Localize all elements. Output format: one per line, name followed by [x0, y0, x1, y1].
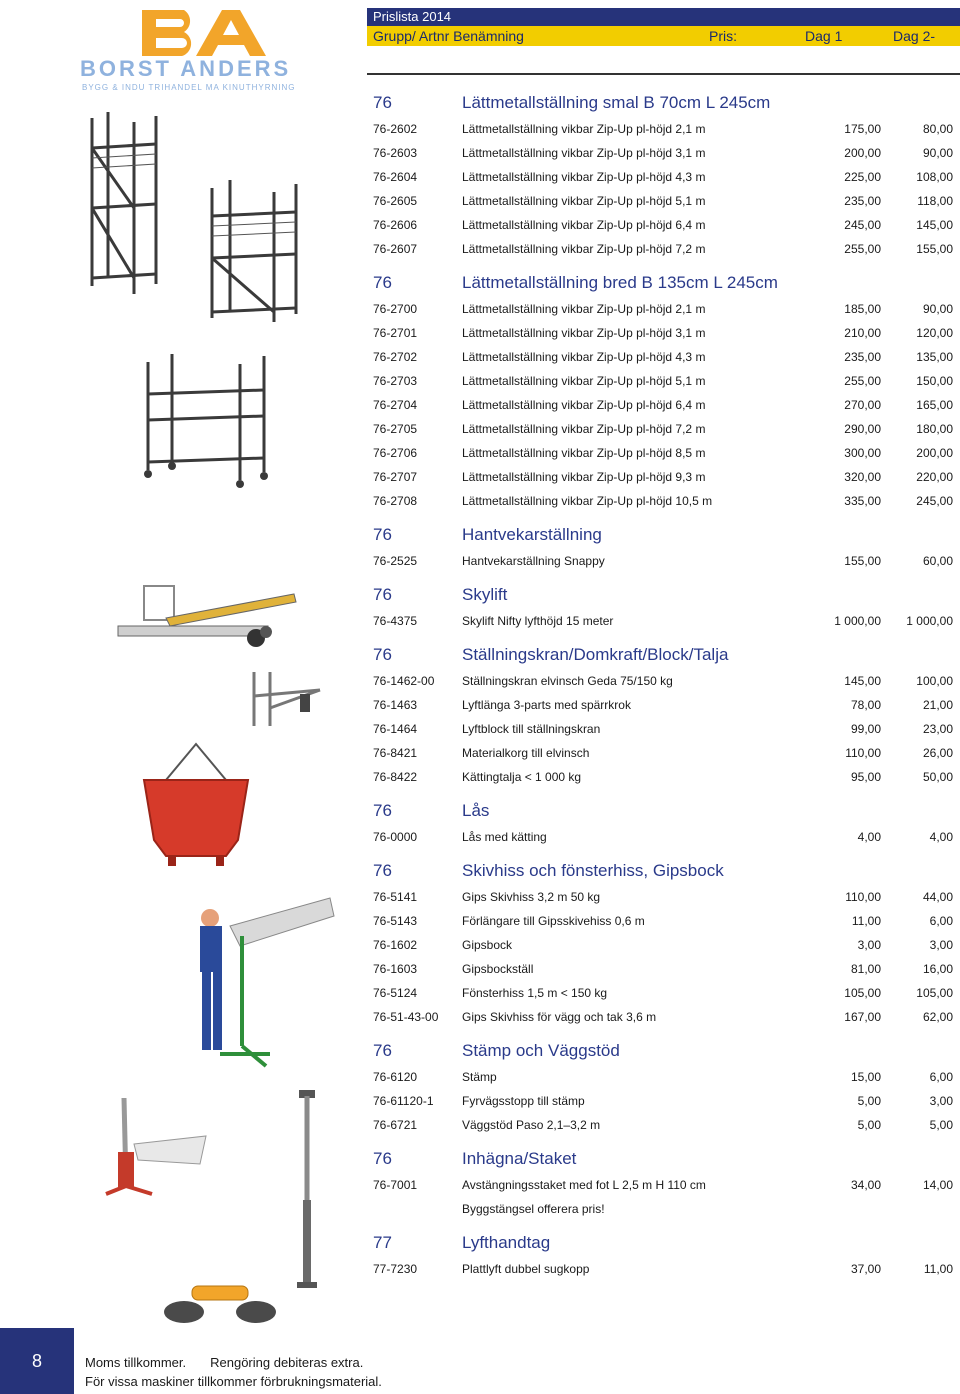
article-number: 76-2705	[373, 422, 418, 436]
price-day1: 110,00	[845, 890, 881, 904]
price-row	[373, 549, 953, 573]
price-row	[373, 609, 953, 633]
article-description: Fönsterhiss 1,5 m < 150 kg	[462, 986, 608, 1000]
article-description: Lättmetallställning vikbar Zip-Up pl-höjd 3,1 m	[462, 326, 706, 340]
category-header	[373, 1231, 953, 1255]
price-day1: 81,00	[850, 962, 881, 976]
article-description: Gips Skivhiss för vägg och tak 3,6 m	[462, 1010, 657, 1024]
article-description: Hantvekarställning Snappy	[462, 554, 605, 568]
category-header	[373, 91, 953, 115]
category-title: Lättmetallställning bred B 135cm L 245cm	[462, 273, 778, 292]
price-list	[373, 91, 953, 1281]
price-day1: 245,00	[844, 218, 881, 232]
article-description: Lättmetallställning vikbar Zip-Up pl-höjd 8,5 m	[462, 446, 706, 460]
price-row	[373, 321, 953, 345]
company-logo	[72, 4, 322, 94]
article-description: Lättmetallställning vikbar Zip-Up pl-höjd 5,1 m	[462, 194, 706, 208]
article-number: 76-2604	[373, 170, 418, 184]
price-row	[373, 141, 953, 165]
article-description: Lättmetallställning vikbar Zip-Up pl-höjd 7,2 m	[462, 422, 706, 436]
article-description: Gips Skivhiss 3,2 m 50 kg	[462, 890, 601, 904]
price-day2: 90,00	[922, 146, 953, 160]
article-description: Lättmetallställning vikbar Zip-Up pl-höjd 2,1 m	[462, 122, 706, 136]
price-day2: 180,00	[916, 422, 953, 436]
price-day1: 145,00	[844, 674, 881, 688]
footer-vat-note: Moms tillkommer.	[85, 1355, 187, 1370]
window-lift-image	[100, 1094, 210, 1204]
price-row	[373, 345, 953, 369]
price-day1: 5,00	[857, 1118, 881, 1132]
article-number: 76-2708	[373, 494, 418, 508]
category-number: 76	[373, 93, 392, 112]
article-number: 76-2603	[373, 146, 418, 160]
article-description: Lyftlänga 3-parts med spärrkrok	[462, 698, 631, 712]
article-description: Lättmetallställning vikbar Zip-Up pl-höjd 5,1 m	[462, 374, 706, 388]
article-description: Plattlyft dubbel sugkopp	[462, 1262, 590, 1276]
suction-lifter-image	[158, 1282, 282, 1330]
article-number: 76-2607	[373, 242, 418, 256]
price-row	[373, 417, 953, 441]
category-number: 76	[373, 861, 392, 880]
price-day2: 14,00	[922, 1178, 953, 1192]
category-number: 76	[373, 1041, 392, 1060]
price-day1: 34,00	[850, 1178, 881, 1192]
price-row	[373, 717, 953, 741]
column-header-description: Grupp/ Artnr Benämning	[373, 28, 524, 44]
category-header	[373, 523, 953, 547]
article-number: 76-2606	[373, 218, 418, 232]
category-header	[373, 643, 953, 667]
article-number: 76-51-43-00	[373, 1010, 439, 1024]
article-description: Avstängningsstaket med fot L 2,5 m H 110 cm	[462, 1178, 706, 1192]
price-day1	[791, 1197, 881, 1221]
category-title: Hantvekarställning	[462, 525, 602, 544]
article-description: Lättmetallställning vikbar Zip-Up pl-höjd 9,3 m	[462, 470, 706, 484]
price-day1: 37,00	[850, 1262, 881, 1276]
price-day1: 78,00	[850, 698, 881, 712]
price-day2: 1 000,00	[906, 614, 953, 628]
article-number: 76-2703	[373, 374, 418, 388]
category-header	[373, 799, 953, 823]
price-day1: 225,00	[844, 170, 881, 184]
price-day2: 150,00	[916, 374, 953, 388]
article-description: Lättmetallställning vikbar Zip-Up pl-höjd 3,1 m	[462, 146, 706, 160]
category-number: 76	[373, 585, 392, 604]
scaffold-crane-image	[244, 668, 330, 730]
price-day1: 1 000,00	[834, 614, 881, 628]
price-day1: 255,00	[844, 242, 881, 256]
column-header-day2: Dag 2-	[893, 28, 936, 44]
article-number: 76-6120	[373, 1070, 418, 1084]
price-row	[373, 741, 953, 765]
article-number: 76-2707	[373, 470, 418, 484]
article-description: Fyrvägsstopp till stämp	[462, 1094, 585, 1108]
price-day2: 60,00	[922, 554, 953, 568]
article-number: 76-8422	[373, 770, 418, 784]
category-number: 76	[373, 273, 392, 292]
logo-mark	[72, 4, 322, 60]
category-number: 76	[373, 801, 392, 820]
price-day1: 210,00	[844, 326, 881, 340]
article-number: 76-5124	[373, 986, 418, 1000]
narrow-scaffold-image	[84, 108, 314, 330]
price-row	[373, 1257, 953, 1281]
article-description: Lättmetallställning vikbar Zip-Up pl-höjd 4,3 m	[462, 170, 706, 184]
article-number: 76-4375	[373, 614, 418, 628]
article-description: Ställningskran elvinsch Geda 75/150 kg	[462, 674, 673, 688]
article-description: Lättmetallställning vikbar Zip-Up pl-höjd 6,4 m	[462, 218, 706, 232]
price-day2: 105,00	[916, 986, 953, 1000]
price-day2: 3,00	[929, 1094, 953, 1108]
price-day2: 3,00	[929, 938, 953, 952]
column-header-bar	[367, 26, 960, 46]
article-number: 76-6721	[373, 1118, 418, 1132]
price-row	[373, 1173, 953, 1197]
price-row	[373, 981, 953, 1005]
price-day2: 120,00	[916, 326, 953, 340]
category-title: Lättmetallställning smal B 70cm L 245cm	[462, 93, 771, 112]
article-description: Lättmetallställning vikbar Zip-Up pl-höjd 7,2 m	[462, 242, 706, 256]
prop-stamp-image	[292, 1090, 322, 1290]
price-row	[373, 693, 953, 717]
price-day2: 220,00	[916, 470, 953, 484]
article-description: Förlängare till Gipsskivehiss 0,6 m	[462, 914, 645, 928]
article-number: 76-7001	[373, 1178, 418, 1192]
price-day1: 11,00	[851, 914, 881, 928]
price-row	[373, 393, 953, 417]
category-number: 77	[373, 1233, 392, 1252]
article-description: Lås med kätting	[462, 830, 547, 844]
article-number: 76-2704	[373, 398, 418, 412]
article-number: 76-2700	[373, 302, 418, 316]
price-day2: 108,00	[916, 170, 953, 184]
price-day2: 5,00	[929, 1118, 953, 1132]
pricelist-title: Prislista 2014	[373, 9, 452, 24]
price-day1: 105,00	[844, 986, 881, 1000]
price-row	[373, 369, 953, 393]
price-day2: 44,00	[922, 890, 953, 904]
price-day1: 255,00	[844, 374, 881, 388]
article-number: 76-5143	[373, 914, 418, 928]
logo-tagline: BYGG & INDU TRIHANDEL MA KINUTHYRNING	[82, 83, 296, 92]
price-row	[373, 909, 953, 933]
category-header	[373, 859, 953, 883]
price-day2: 155,00	[916, 242, 953, 256]
article-number: 76-2602	[373, 122, 418, 136]
skylift-image	[106, 580, 306, 652]
price-day1: 185,00	[844, 302, 881, 316]
price-row	[373, 1005, 953, 1029]
price-day1: 300,00	[844, 446, 881, 460]
price-day2: 118,00	[917, 194, 953, 208]
price-row	[373, 1089, 953, 1113]
price-row	[373, 237, 953, 261]
price-row	[373, 1197, 953, 1221]
price-day2	[881, 1197, 953, 1221]
article-description: Byggstängsel offerera pris!	[462, 1202, 605, 1216]
article-number: 76-2525	[373, 554, 418, 568]
price-day1: 5,00	[857, 1094, 881, 1108]
article-description: Kättingtalja < 1 000 kg	[462, 770, 582, 784]
pricelist-title-bar	[367, 8, 960, 26]
article-description: Gipsbock	[462, 938, 513, 952]
price-day1: 320,00	[844, 470, 881, 484]
price-row	[373, 213, 953, 237]
price-day2: 62,00	[922, 1010, 953, 1024]
price-day2: 23,00	[922, 722, 953, 736]
article-number: 76-1463	[373, 698, 418, 712]
article-number: 77-7230	[373, 1262, 418, 1276]
price-day2: 6,00	[929, 1070, 953, 1084]
category-header	[373, 1147, 953, 1171]
price-day1: 200,00	[844, 146, 881, 160]
price-day2: 26,00	[922, 746, 953, 760]
price-row	[373, 441, 953, 465]
page-number: 8	[0, 1328, 74, 1394]
category-title: Ställningskran/Domkraft/Block/Talja	[462, 645, 729, 664]
category-number: 76	[373, 645, 392, 664]
article-number: 76-1464	[373, 722, 418, 736]
article-number: 76-0000	[373, 830, 418, 844]
article-number: 76-8421	[373, 746, 418, 760]
price-row	[373, 165, 953, 189]
article-description: Lättmetallställning vikbar Zip-Up pl-höjd 4,3 m	[462, 350, 706, 364]
price-row	[373, 117, 953, 141]
material-basket-image	[136, 740, 256, 875]
price-day1: 235,00	[844, 350, 881, 364]
price-day2: 16,00	[922, 962, 953, 976]
price-day1: 15,00	[850, 1070, 881, 1084]
price-day2: 165,00	[916, 398, 953, 412]
price-day2: 245,00	[916, 494, 953, 508]
category-title: Inhägna/Staket	[462, 1149, 577, 1168]
article-number: 76-2702	[373, 350, 418, 364]
drywall-lift-image	[170, 896, 335, 1076]
price-row	[373, 297, 953, 321]
price-day2: 80,00	[922, 122, 953, 136]
article-number: 76-61120-1	[373, 1094, 434, 1108]
category-title: Skylift	[462, 585, 508, 604]
price-day1: 3,00	[857, 938, 881, 952]
price-row	[373, 825, 953, 849]
price-row	[373, 933, 953, 957]
price-day1: 235,00	[844, 194, 881, 208]
article-number: 76-2706	[373, 446, 418, 460]
category-number: 76	[373, 525, 392, 544]
price-day1: 290,00	[844, 422, 881, 436]
price-day1: 270,00	[844, 398, 881, 412]
price-day1: 167,00	[844, 1010, 881, 1024]
price-day2: 100,00	[916, 674, 953, 688]
category-header	[373, 271, 953, 295]
price-day2: 200,00	[916, 446, 953, 460]
price-day1: 335,00	[844, 494, 881, 508]
article-description: Skylift Nifty lyfthöjd 15 meter	[462, 614, 614, 628]
price-row	[373, 1113, 953, 1137]
footer-cleaning-note: Rengöring debiteras extra.	[210, 1355, 364, 1370]
article-description: Lyftblock till ställningskran	[462, 722, 601, 736]
price-day1: 95,00	[850, 770, 881, 784]
price-row	[373, 885, 953, 909]
price-day2: 145,00	[916, 218, 953, 232]
article-number: 76-2605	[373, 194, 418, 208]
price-day2: 6,00	[929, 914, 953, 928]
article-number: 76-1603	[373, 962, 418, 976]
article-description: Lättmetallställning vikbar Zip-Up pl-höjd 2,1 m	[462, 302, 706, 316]
price-day1: 110,00	[845, 746, 881, 760]
category-header	[373, 1039, 953, 1063]
price-row	[373, 189, 953, 213]
category-title: Stämp och Väggstöd	[462, 1041, 620, 1060]
article-description: Lättmetallställning vikbar Zip-Up pl-höjd 6,4 m	[462, 398, 706, 412]
article-description: Stämp	[462, 1070, 497, 1084]
price-row	[373, 489, 953, 513]
category-title: Lyfthandtag	[462, 1233, 551, 1252]
article-number: 76-2701	[373, 326, 418, 340]
wide-scaffold-image	[140, 350, 275, 495]
price-day2: 11,00	[923, 1262, 953, 1276]
price-day1: 4,00	[857, 830, 881, 844]
logo-brand-text: BORST ANDERS	[80, 56, 292, 81]
price-day2: 4,00	[929, 830, 953, 844]
footer-consumables-note: För vissa maskiner tillkommer förbrukningsmaterial.	[85, 1374, 382, 1389]
price-row	[373, 765, 953, 789]
price-row	[373, 957, 953, 981]
category-title: Lås	[462, 801, 490, 820]
article-number: 76-1602	[373, 938, 418, 952]
category-header	[373, 583, 953, 607]
price-day1: 155,00	[844, 554, 881, 568]
price-row	[373, 669, 953, 693]
price-day2: 21,00	[922, 698, 953, 712]
article-description: Gipsbockställ	[462, 962, 534, 976]
footer-notes	[85, 1355, 363, 1370]
category-title: Skivhiss och fönsterhiss, Gipsbock	[462, 861, 724, 880]
price-day2: 135,00	[916, 350, 953, 364]
price-day2: 90,00	[922, 302, 953, 316]
article-number: 76-5141	[373, 890, 418, 904]
article-description: Väggstöd Paso 2,1–3,2 m	[462, 1118, 601, 1132]
article-number: 76-1462-00	[373, 674, 435, 688]
price-row	[373, 465, 953, 489]
column-header-price: Pris:	[709, 28, 737, 44]
column-header-day1: Dag 1	[805, 28, 843, 44]
header-divider	[367, 73, 960, 75]
price-row	[373, 1065, 953, 1089]
article-description: Lättmetallställning vikbar Zip-Up pl-höjd 10,5 m	[462, 494, 713, 508]
price-day1: 99,00	[850, 722, 881, 736]
article-description: Materialkorg till elvinsch	[462, 746, 590, 760]
article-number	[373, 1197, 462, 1221]
price-day1: 175,00	[844, 122, 881, 136]
price-day2: 50,00	[922, 770, 953, 784]
category-number: 76	[373, 1149, 392, 1168]
